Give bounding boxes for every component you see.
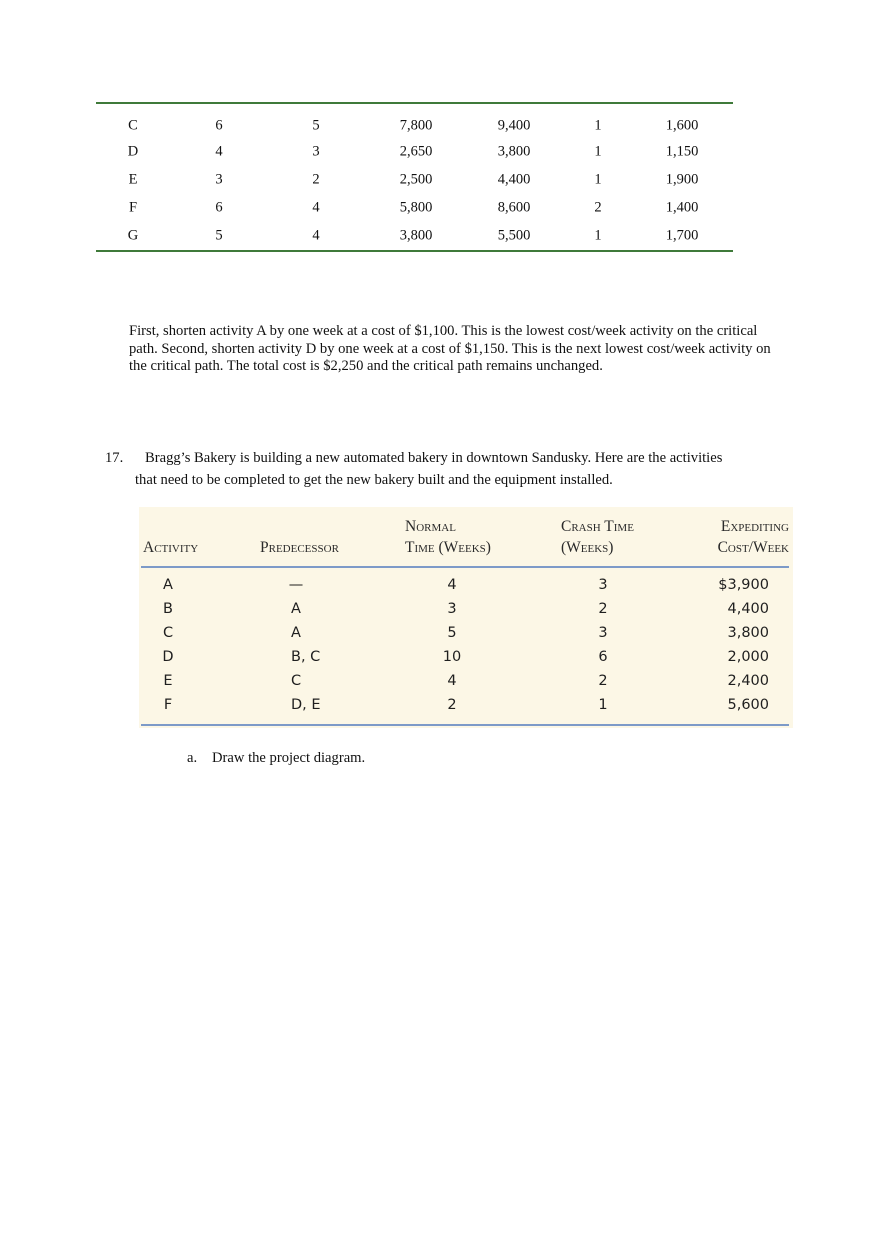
header-crash-time [561, 516, 634, 558]
crash-time-cell: 5 [312, 117, 320, 134]
problem-17 [105, 447, 795, 491]
crash-time-cell: 2 [312, 171, 320, 188]
table-row [139, 597, 793, 621]
header-expediting-cost [718, 516, 789, 558]
cost-cell: 2,400 [727, 673, 769, 689]
predecessor-cell: B, C [291, 649, 321, 665]
cost-cell: $3,900 [718, 577, 769, 593]
sub-question-text: Draw the project diagram. [212, 750, 366, 766]
activity-cell: D [162, 649, 174, 665]
normal-time-cell: 6 [215, 199, 223, 216]
problem-number: 17. [105, 450, 124, 466]
activity-cell: D [127, 143, 139, 160]
max-weeks-cell: 1 [594, 227, 602, 244]
crash-time-cell: 3 [598, 577, 608, 593]
cost-per-week-cell: 1,150 [665, 143, 699, 160]
header-crash-line1: Crash Time [561, 518, 634, 535]
predecessor-cell: A [291, 601, 301, 617]
table-row [139, 645, 793, 669]
predecessor-cell: A [291, 625, 301, 641]
crash-cost-cell: 3,800 [497, 143, 531, 160]
crash-time-cell: 3 [598, 625, 608, 641]
normal-time-cell: 4 [447, 673, 457, 689]
activity-table [139, 507, 793, 728]
activity-cell: E [163, 673, 173, 689]
header-cost-line2: Cost/Week [717, 539, 789, 556]
crash-cost-cell: 9,400 [497, 117, 531, 134]
cost-cell: 3,800 [727, 625, 769, 641]
table-row [139, 621, 793, 645]
normal-time-cell: 6 [215, 117, 223, 134]
table-row [96, 104, 733, 138]
activity-cell: F [163, 697, 173, 713]
normal-cost-cell: 5,800 [399, 199, 433, 216]
max-weeks-cell: 1 [594, 171, 602, 188]
header-normal-time [405, 516, 491, 558]
header-predecessor: Predecessor [260, 539, 339, 556]
cost-per-week-cell: 1,700 [665, 227, 699, 244]
normal-time-cell: 4 [215, 143, 223, 160]
problem-statement [105, 447, 795, 491]
normal-time-cell: 4 [447, 577, 457, 593]
cost-cell: 4,400 [727, 601, 769, 617]
cost-cell: 2,000 [727, 649, 769, 665]
activity-cell: A [163, 577, 173, 593]
activity-cell: C [128, 117, 138, 134]
cost-per-week-cell: 1,400 [665, 199, 699, 216]
table-bottom-rule [141, 724, 789, 726]
crash-cost-cell: 5,500 [497, 227, 531, 244]
crash-time-cell: 3 [312, 143, 320, 160]
activity-cell: E [128, 171, 138, 188]
header-activity: Activity [143, 539, 199, 556]
predecessor-cell: D, E [291, 697, 321, 713]
normal-cost-cell: 2,500 [399, 171, 433, 188]
normal-time-cell: 5 [447, 625, 457, 641]
table-row [139, 669, 793, 693]
sub-question-label: a. [187, 750, 198, 766]
problem-text-line2: that need to be completed to get the new bakery built and the equipment installed. [135, 472, 613, 488]
sub-question-a [187, 749, 365, 767]
max-weeks-cell: 1 [594, 117, 602, 134]
normal-time-cell: 2 [447, 697, 457, 713]
table-row [96, 138, 733, 166]
max-weeks-cell: 2 [594, 199, 602, 216]
activity-cell: B [163, 601, 173, 617]
normal-time-cell: 3 [215, 171, 223, 188]
normal-time-cell: 3 [447, 601, 457, 617]
header-cost-line1: Expediting [720, 518, 789, 535]
cost-cell: 5,600 [727, 697, 769, 713]
crash-time-cell: 6 [598, 649, 608, 665]
cost-per-week-cell: 1,600 [665, 117, 699, 134]
normal-cost-cell: 7,800 [399, 117, 433, 134]
predecessor-cell: C [291, 673, 302, 689]
header-divider [141, 566, 789, 568]
header-normal-line1: Normal [405, 518, 456, 535]
crash-cost-cell: 8,600 [497, 199, 531, 216]
crash-cost-table [96, 102, 733, 252]
table-row [139, 573, 793, 597]
header-crash-line2: (Weeks) [561, 539, 614, 556]
activity-cell: G [127, 227, 139, 244]
table-row [139, 693, 793, 717]
problem-text-line1: Bragg’s Bakery is building a new automated bakery in downtown Sandusky. Here are the activities [145, 450, 723, 466]
crash-time-cell: 4 [312, 227, 320, 244]
predecessor-cell: — [288, 577, 304, 593]
crash-time-cell: 1 [598, 697, 608, 713]
crash-cost-cell: 4,400 [497, 171, 531, 188]
table-row [96, 166, 733, 194]
max-weeks-cell: 1 [594, 143, 602, 160]
normal-cost-cell: 2,650 [399, 143, 433, 160]
normal-time-cell: 5 [215, 227, 223, 244]
answer-paragraph: First, shorten activity A by one week at a cost of $1,100. This is the lowest cost/week activity on the critical path. Second, shorten activity D by one week at a cost of $1,150. This is the next lowest cost/week activity on the critical path. The total cost is $2,250 and the critical path remains unchanged. [129, 323, 771, 375]
crash-time-cell: 2 [598, 601, 608, 617]
activity-cell: C [162, 625, 174, 641]
normal-time-cell: 10 [442, 649, 462, 665]
header-normal-line2: Time (Weeks) [405, 539, 491, 556]
crash-time-cell: 2 [598, 673, 608, 689]
crash-time-cell: 4 [312, 199, 320, 216]
activity-cell: F [128, 199, 138, 216]
table-row [96, 194, 733, 222]
normal-cost-cell: 3,800 [399, 227, 433, 244]
table-row [96, 222, 733, 250]
cost-per-week-cell: 1,900 [665, 171, 699, 188]
